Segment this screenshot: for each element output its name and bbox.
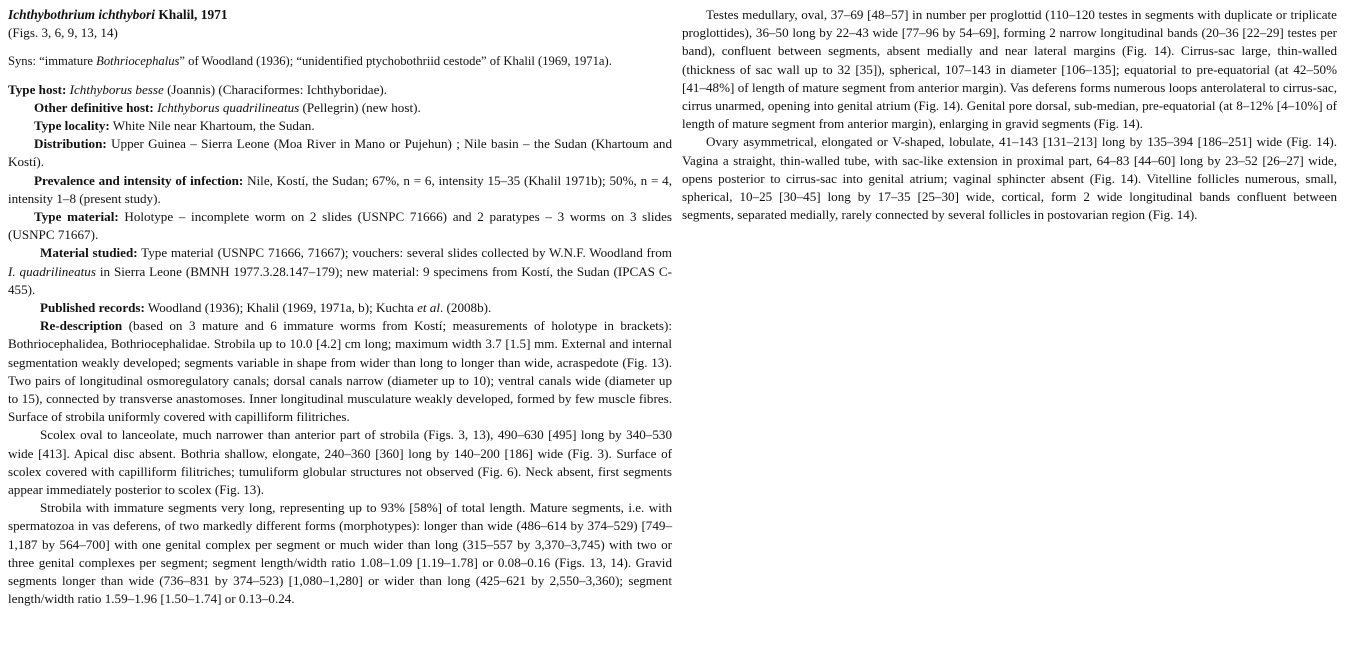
testes-paragraph: Testes medullary, oval, 37–69 [48–57] in number per proglottid (110–120 testes in segments with duplicate or triplicate proglottides), 36–50 long by 22–43 wide [77–96 by 54–69], forming 2 narrow longitudinal bands (20–36 [22–29] testes per band), confluent between segments, absent medially and near lateral margins (Fig. 14). Cirrus-sac large, thin-walled (thickness of sac wall up to 32 [35]), spherical, 107–143 in diameter [106–135]; equatorial to pre-equatorial (at 42–50% [41–48%] of length of mature segment from anterior margin). Vas deferens forms numerous loops anterolateral to cirrus-sac, cirrus unarmed, opening into genital atrium (Fig. 14). Genital pore dorsal, sub-median, pre-equatorial (at 8–12% [4–10%] of length of mature segment from anterior margin), enlarging in gravid segments (Fig. 14). — [682, 7, 1337, 132]
type-locality: Type locality: White Nile near Khartoum, the Sudan. — [34, 118, 315, 134]
species-name: Ichthybothrium ichthybori — [8, 7, 155, 22]
strobila-paragraph: Strobila with immature segments very long, representing up to 93% [58%] of total length. Mature segments, i.e. with spermatozoa in vas deferens, of two markedly different forms (morphotypes): longer than wide (486–614 by 374–529) [749–1,187 by 564–700] with one genital complex per segment or much wider than long (315–557 by 3,370–3,745) with two or three genital complexes per segment; segment length/width ratio 1.08–1.09 [1.19–1.78] or 0.08–0.16 (Figs. 13, 14). Gravid segments longer than wide (736–831 by 374–523) [1,080–1,280] or wider than long (425–621 by 2,550–3,360); segment length/width ratio 1.59–1.96 [1.50–1.74] or 0.13–0.24. — [8, 500, 672, 607]
synonyms: Syns: “immature Bothriocephalus” of Woodland (1936); “unidentified ptychobothriid cestode” of Khalil (1969, 1971a). — [8, 54, 612, 69]
species-authority: Khalil, 1971 — [158, 7, 228, 22]
scolex-paragraph: Scolex oval to lanceolate, much narrower than anterior part of strobila (Figs. 3, 13), 490–630 [495] long by 340–530 wide [413]. Apical disc absent. Bothria shallow, elongate, 240–360 [360] long by 140–200 [186] wide (Fig. 3). Surface of scolex covered with capilliform filitriches; tumuliform globular structures not observed (Fig. 6). Neck absent, first segments appear immediately posterior to scolex (Fig. 13). — [8, 427, 672, 498]
left-column — [8, 6, 672, 609]
prevalence-intensity: Prevalence and intensity of infection: Nile, Kostí, the Sudan; 67%, n = 6, intensity 15–35 (Khalil 1971b); 50%, n = 4, intensity 1–8 (present study). — [8, 172, 672, 206]
right-column — [682, 6, 1337, 224]
type-host: Type host: Ichthyborus besse (Joannis) (Characiformes: Ichthyboridae). — [8, 81, 388, 97]
redescription: Re-description (based on 3 mature and 6 immature worms from Kostí; measurements of holotype in brackets): Bothriocephalidea, Bothriocephalidae. Strobila up to 10.0 [4.2] cm long; maximum width 3.7 [1.5] mm. External and internal segmentation weakly developed; segments variable in shape from wider than long to longer than wide, acraspedote (Fig. 13). Two pairs of longitudinal osmoregulatory canals; dorsal canals narrow (diameter up to 10); ventral canals wide (diameter up to 15), connected by transverse anastomoses. Inner longitudinal musculature weakly developed, formed by few muscle fibres. Surface of strobila uniformly covered with capilliform filitriches. — [8, 318, 672, 425]
material-studied: Material studied: Type material (USNPC 71666, 71667); vouchers: several slides collected by W.N.F. Woodland from I. quadrilineatus in Sierra Leone (BMNH 1977.3.28.147–179); new material: 9 specimens from Kostí, the Sudan (IPCAS C-455). — [8, 245, 672, 297]
other-definitive-host: Other definitive host: Ichthyborus quadrilineatus (Pellegrin) (new host). — [34, 99, 421, 115]
distribution: Distribution: Upper Guinea – Sierra Leone (Moa River in Mano or Pujehun) ; Nile basin – the Sudan (Khartoum and Kostí). — [8, 136, 672, 170]
published-records: Published records: Woodland (1936); Khalil (1969, 1971a, b); Kuchta et al. (2008b). — [40, 300, 492, 316]
species-heading — [8, 6, 672, 24]
ovary-paragraph: Ovary asymmetrical, elongated or V-shaped, lobulate, 41–143 [131–213] long by 135–394 [186–251] wide (Fig. 14). Vagina a straight, thin-walled tube, with sac-like extension in proximal part, 64–83 [44–60] long by 23–52 [26–27] wide, opens posterior to cirrus-sac into genital atrium; vaginal sphincter absent (Fig. 14). Vitelline follicles numerous, small, spherical, 10–25 [30–45] long by 17–35 [25–30] wide, cortical, form 2 wide longitudinal bands confluent between segments, separated medially, rarely connected by several follicles in postovarian region (Fig. 14). — [682, 134, 1337, 223]
type-material: Type material: Holotype – incomplete worm on 2 slides (USNPC 71666) and 2 paratypes – 3 worms on 3 slides (USNPC 71667). — [8, 209, 672, 243]
figure-reference: (Figs. 3, 6, 9, 13, 14) — [8, 25, 118, 41]
